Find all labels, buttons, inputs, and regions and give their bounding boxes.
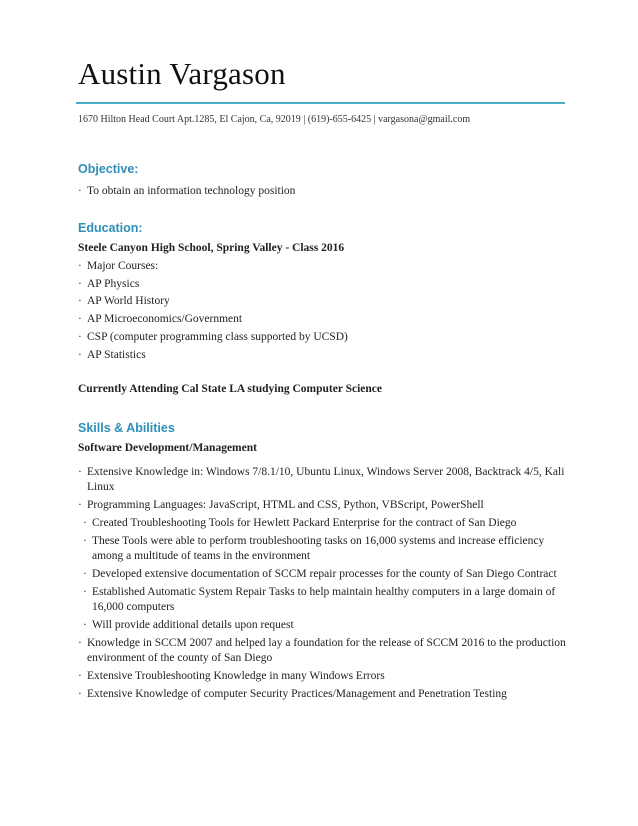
skill-item: · Knowledge in SCCM 2007 and helped lay a foundation for the release of SCCM 2016 to the production <box>78 637 566 649</box>
education-item: · CSP (computer programming class supported by UCSD) <box>78 331 348 343</box>
header-divider <box>76 102 565 104</box>
education-item: · AP Microeconomics/Government <box>78 313 243 325</box>
objective-item: · To obtain an information technology position <box>78 185 296 197</box>
current-study-line: Currently Attending Cal State LA studying Computer Science <box>78 383 383 395</box>
education-item: · Major Courses: <box>78 260 159 272</box>
education-item: · AP Physics <box>78 278 140 290</box>
education-item: · AP World History <box>78 295 170 307</box>
skill-item: · Extensive Knowledge in: Windows 7/8.1/10, Ubuntu Linux, Windows Server 2008, Backtrack 4/5, Kali <box>78 466 565 478</box>
education-heading: Education: <box>78 221 143 235</box>
school-line: Steele Canyon High School, Spring Valley - Class 2016 <box>78 242 345 254</box>
skill-subitem-continuation: 16,000 computers <box>92 601 175 613</box>
skill-subitem: · Established Automatic System Repair Tasks to help maintain healthy computers in a large domain of <box>83 586 556 598</box>
skill-item: · Programming Languages: JavaScript, HTML and CSS, Python, VBScript, PowerShell <box>78 499 484 511</box>
skill-item-continuation: environment of the county of San Diego <box>87 652 273 664</box>
skill-item: · Extensive Knowledge of computer Security Practices/Management and Penetration Testing <box>78 688 507 700</box>
skill-subitem-continuation: among a multitude of teams in the environment <box>92 550 311 562</box>
skill-item-continuation: Linux <box>87 481 115 493</box>
skill-subitem: · Will provide additional details upon request <box>83 619 294 631</box>
skill-subitem: · Developed extensive documentation of SCCM repair processes for the county of San Diego Contract <box>83 568 557 580</box>
candidate-name: Austin Vargason <box>78 56 286 91</box>
objective-heading: Objective: <box>78 162 139 176</box>
skills-subheading: Software Development/Management <box>78 442 257 454</box>
bullet: · <box>78 185 82 197</box>
contact-line: 1670 Hilton Head Court Apt.1285, El Cajon, Ca, 92019 | (619)-655-6425 | vargasona@gmail.com <box>78 114 471 125</box>
education-item: · AP Statistics <box>78 349 146 361</box>
skill-subitem: · These Tools were able to perform troubleshooting tasks on 16,000 systems and increase efficiency <box>83 535 545 547</box>
skill-item: · Extensive Troubleshooting Knowledge in many Windows Errors <box>78 670 385 682</box>
skills-heading: Skills & Abilities <box>78 421 175 435</box>
skill-subitem: · Created Troubleshooting Tools for Hewlett Packard Enterprise for the contract of San Diego <box>83 517 517 529</box>
